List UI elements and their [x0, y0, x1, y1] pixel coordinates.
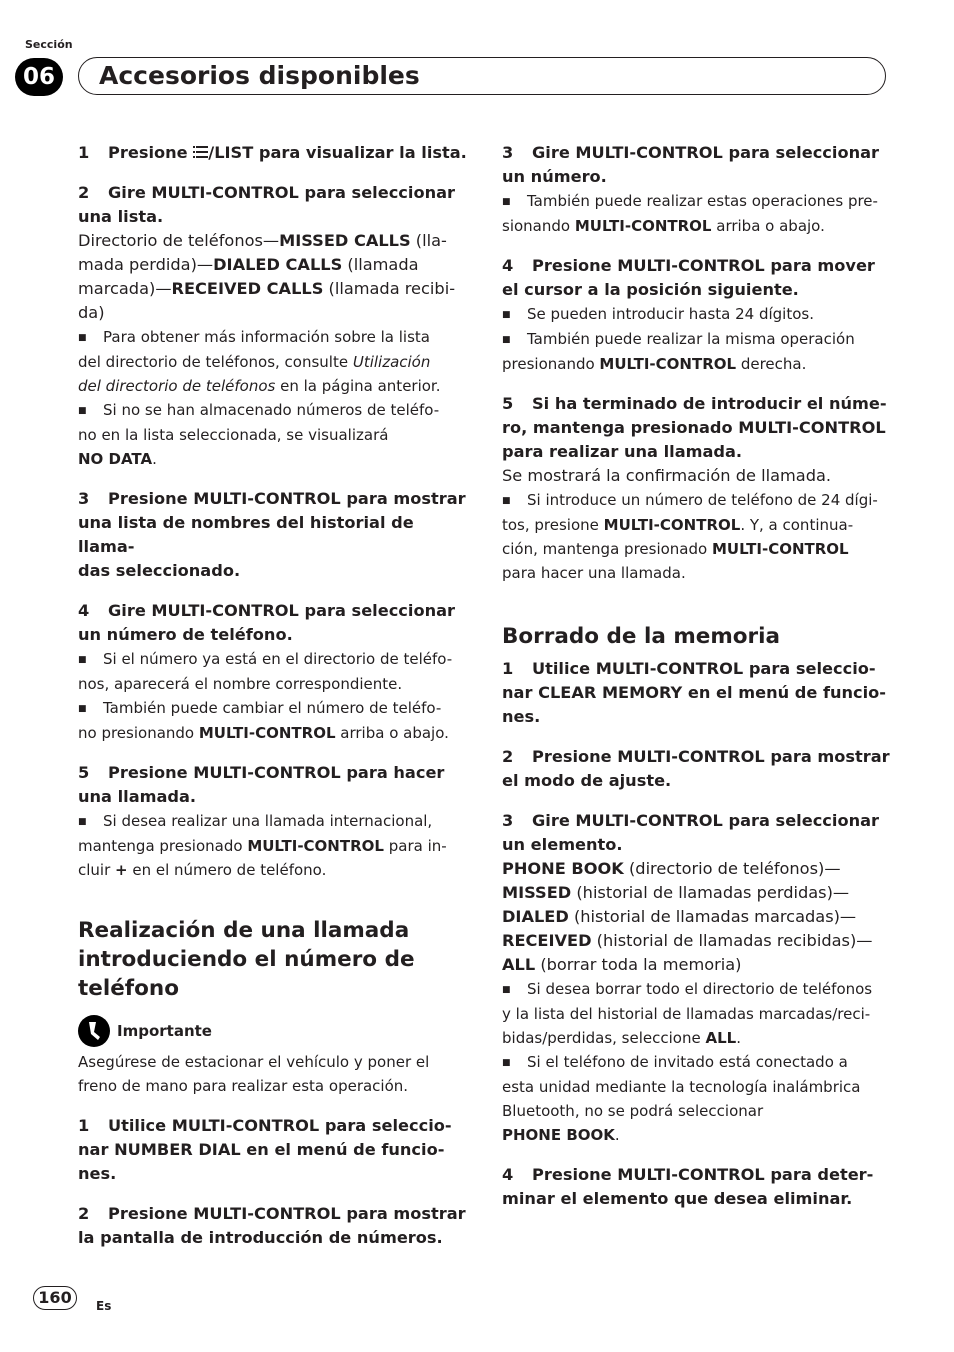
- step: 2 Gire MULTI-CONTROL para seleccionar una lista.: [78, 183, 455, 226]
- note: ■ Si no se han almacenado números de teléfo- no en la lista seleccionada, se visualizará NO DATA.: [78, 401, 440, 468]
- bullet-square-icon: ■: [78, 333, 87, 343]
- bullet-square-icon: ■: [502, 197, 511, 207]
- bullet-square-icon: ■: [78, 406, 87, 416]
- list-icon: [193, 145, 208, 159]
- important-label: Importante: [117, 1022, 212, 1040]
- important-callout: [78, 1015, 470, 1047]
- note: ■ También puede realizar estas operaciones pre- sionando MULTI-CONTROL arriba o abajo.: [502, 192, 878, 235]
- step: 4 Presione MULTI-CONTROL para deter- minar el elemento que desea eliminar.: [502, 1165, 874, 1208]
- step: 2 Presione MULTI-CONTROL para mostrar la pantalla de introducción de números.: [78, 1204, 466, 1247]
- step: 3 Gire MULTI-CONTROL para seleccionar un número.: [502, 143, 879, 186]
- bullet-square-icon: ■: [502, 310, 511, 320]
- section-label: Sección: [25, 38, 73, 51]
- section-heading: Borrado de la memoria: [502, 624, 780, 649]
- note: ■ Se pueden introducir hasta 24 dígitos.: [502, 302, 896, 327]
- note: ■ Para obtener más información sobre la lista del directorio de teléfonos, consulte Utilización del directorio de teléfonos en la página anterior.: [78, 328, 441, 395]
- bullet-square-icon: ■: [502, 985, 511, 995]
- page-title: Accesorios disponibles: [99, 61, 420, 90]
- step: 5 Presione MULTI-CONTROL para hacer una llamada.: [78, 763, 445, 806]
- step: 4 Presione MULTI-CONTROL para mover el cursor a la posición siguiente.: [502, 256, 875, 299]
- note: ■ También puede realizar la misma operación presionando MULTI-CONTROL derecha.: [502, 330, 855, 373]
- note: ■ Si desea realizar una llamada internacional, mantenga presionado MULTI-CONTROL para in- cluir + en el número de teléfono.: [78, 812, 447, 879]
- section-heading: Realización de una llamada introduciendo el número de teléfono: [78, 918, 415, 1001]
- note: ■ También puede cambiar el número de teléfo- no presionando MULTI-CONTROL arriba o abajo.: [78, 699, 449, 742]
- paragraph: Directorio de teléfonos—MISSED CALLS (lla- mada perdida)—DIALED CALLS (llamada marcada)—RECEIVED CALLS (llamada recibi- da): [78, 231, 456, 322]
- step: 2 Presione MULTI-CONTROL para mostrar el modo de ajuste.: [502, 747, 890, 790]
- paragraph: Se mostrará la confirmación de llamada.: [502, 466, 832, 485]
- right-column: [502, 141, 896, 1211]
- step: 3 Presione MULTI-CONTROL para mostrar una lista de nombres del historial de llama- das seleccionado.: [78, 489, 466, 580]
- bullet-square-icon: ■: [78, 655, 87, 665]
- step: 1 Utilice MULTI-CONTROL para seleccio- nar NUMBER DIAL en el menú de funcio- nes.: [78, 1116, 452, 1183]
- paragraph: PHONE BOOK (directorio de teléfonos)— MISSED (historial de llamadas perdidas)— DIALED (historial de llamadas marcadas)— RECEIVED (historial de llamadas recibidas)— ALL (borrar toda la memoria): [502, 859, 873, 974]
- note: ■ Si introduce un número de teléfono de 24 dígi- tos, presione MULTI-CONTROL. Y, a continua- ción, mantenga presionado MULTI-CONTROL para hacer una llamada.: [502, 491, 878, 582]
- bullet-square-icon: ■: [502, 335, 511, 345]
- language-code: Es: [96, 1299, 112, 1313]
- important-text: Asegúrese de estacionar el vehículo y poner el freno de mano para realizar esta operación.: [78, 1053, 430, 1095]
- important-icon: [78, 1015, 110, 1047]
- header-bar: [78, 57, 886, 95]
- page-number: 160: [33, 1286, 77, 1310]
- bullet-square-icon: ■: [502, 496, 511, 506]
- step: 1 Utilice MULTI-CONTROL para seleccio- nar CLEAR MEMORY en el menú de funcio- nes.: [502, 659, 887, 726]
- left-column: [78, 141, 470, 1250]
- bullet-square-icon: ■: [502, 1058, 511, 1068]
- step: 5 Si ha terminado de introducir el núme- ro, mantenga presionado MULTI-CONTROL para realizar una llamada.: [502, 394, 887, 461]
- note: ■ Si el teléfono de invitado está conectado a esta unidad mediante la tecnología inalámbrica Bluetooth, no se podrá seleccionar PHONE BOOK.: [502, 1053, 861, 1144]
- step: 1 Presione /LIST para visualizar la lista.: [78, 143, 467, 162]
- section-number-badge: 06: [15, 58, 63, 96]
- step: 3 Gire MULTI-CONTROL para seleccionar un elemento.: [502, 811, 879, 854]
- note: ■ Si el número ya está en el directorio de teléfo- nos, aparecerá el nombre correspondiente.: [78, 650, 453, 693]
- step: 4 Gire MULTI-CONTROL para seleccionar un número de teléfono.: [78, 601, 455, 644]
- note: ■ Si desea borrar todo el directorio de teléfonos y la lista del historial de llamadas marcadas/reci- bidas/perdidas, seleccione ALL.: [502, 980, 873, 1047]
- bullet-square-icon: ■: [78, 704, 87, 714]
- bullet-square-icon: ■: [78, 817, 87, 827]
